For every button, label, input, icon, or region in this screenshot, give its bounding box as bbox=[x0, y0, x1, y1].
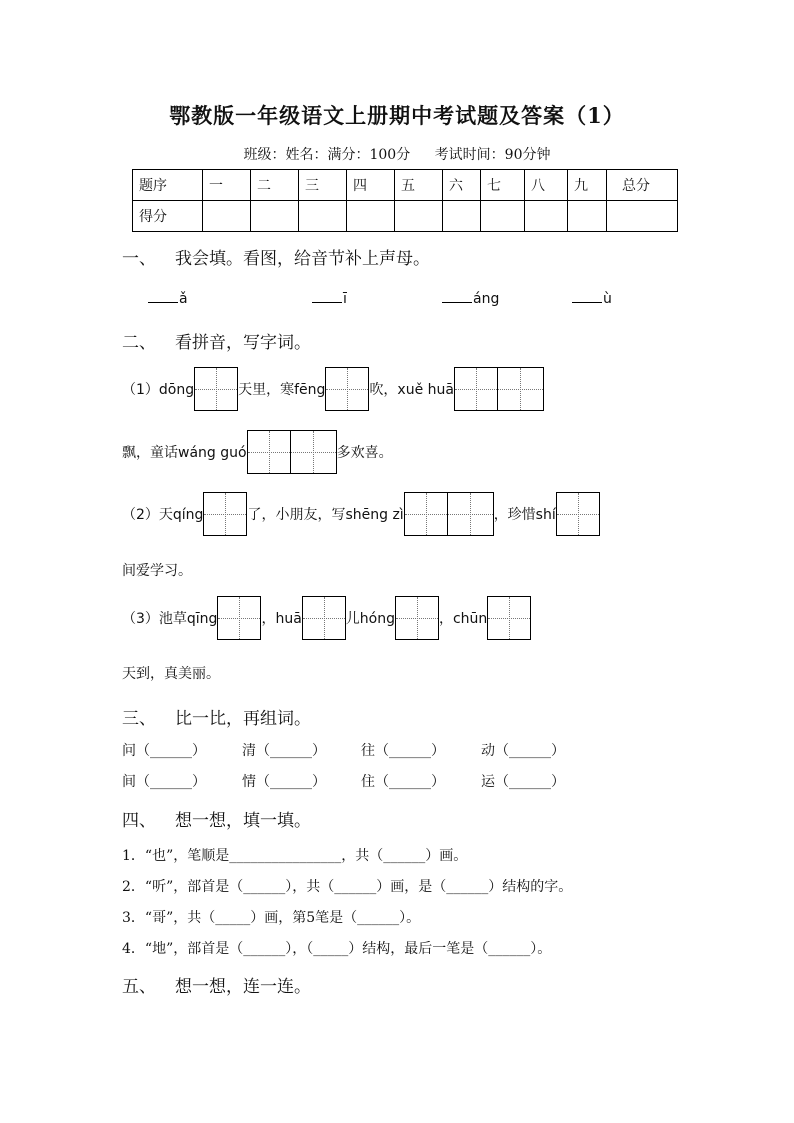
compare-item: 问（______） bbox=[122, 743, 206, 759]
header-cell: 六 bbox=[443, 170, 481, 201]
question-text: （2）天qíng bbox=[122, 507, 204, 523]
tianzige-boxes[interactable] bbox=[302, 596, 346, 640]
tianzige-box[interactable] bbox=[448, 492, 494, 536]
fill-question-4: 4．“地”，部首是（______），（_____）结构，最后一笔是（______）。 bbox=[122, 941, 552, 957]
question-text: ，huā bbox=[261, 611, 302, 627]
tianzige-boxes[interactable] bbox=[404, 492, 494, 536]
pinyin-final: ù bbox=[603, 291, 612, 307]
header-cell: 七 bbox=[481, 170, 525, 201]
pinyin-final: ī bbox=[343, 291, 347, 307]
tianzige-boxes[interactable] bbox=[325, 367, 369, 411]
question-2-1-line-2 bbox=[122, 430, 393, 474]
answer-blank[interactable] bbox=[148, 288, 178, 303]
compare-item: 动（______） bbox=[481, 743, 565, 759]
section-4-heading bbox=[122, 806, 311, 831]
header-cell: 一 bbox=[203, 170, 251, 201]
section-title: 比一比，再组词。 bbox=[175, 709, 311, 729]
score-table bbox=[132, 169, 678, 232]
tianzige-box[interactable] bbox=[302, 596, 346, 640]
answer-blank[interactable] bbox=[312, 288, 342, 303]
answer-blank[interactable] bbox=[572, 288, 602, 303]
score-table-header-row bbox=[133, 170, 678, 201]
tianzige-box[interactable] bbox=[454, 367, 498, 411]
score-cell[interactable] bbox=[481, 201, 525, 232]
tianzige-box[interactable] bbox=[203, 492, 247, 536]
tianzige-box[interactable] bbox=[395, 596, 439, 640]
score-cell[interactable] bbox=[568, 201, 607, 232]
header-cell: 题序 bbox=[133, 170, 203, 201]
pinyin-final: áng bbox=[473, 291, 500, 307]
tianzige-box[interactable] bbox=[217, 596, 261, 640]
header-cell: 五 bbox=[395, 170, 443, 201]
tianzige-box[interactable] bbox=[291, 430, 337, 474]
question-2-3-line-1 bbox=[122, 596, 531, 640]
answer-blank[interactable] bbox=[442, 288, 472, 303]
compare-item: 间（______） bbox=[122, 774, 206, 790]
tianzige-boxes[interactable] bbox=[217, 596, 261, 640]
pinyin-item-1 bbox=[148, 288, 188, 307]
pinyin-item-3 bbox=[442, 288, 499, 307]
compare-item: 住（______） bbox=[361, 774, 445, 790]
tianzige-box[interactable] bbox=[487, 596, 531, 640]
score-cell[interactable] bbox=[607, 201, 678, 232]
section-1-heading bbox=[122, 244, 430, 269]
section-5-heading bbox=[122, 972, 311, 997]
tianzige-box[interactable] bbox=[404, 492, 448, 536]
question-2-2-line-1 bbox=[122, 492, 600, 536]
question-text: ，chūn bbox=[438, 611, 488, 627]
compare-item: 运（______） bbox=[481, 774, 565, 790]
question-text: 飘，童话wáng guó bbox=[122, 445, 247, 461]
fill-question-1: 1．“也”，笔顺是________________，共（______）画。 bbox=[122, 848, 468, 864]
score-table-score-row bbox=[133, 201, 678, 232]
tianzige-box[interactable] bbox=[247, 430, 291, 474]
tianzige-boxes[interactable] bbox=[487, 596, 531, 640]
score-cell[interactable] bbox=[347, 201, 395, 232]
compare-item: 清（______） bbox=[242, 743, 326, 759]
question-2-3-line-2: 天到，真美丽。 bbox=[122, 666, 220, 682]
score-cell[interactable] bbox=[525, 201, 568, 232]
tianzige-boxes[interactable] bbox=[395, 596, 439, 640]
tianzige-box[interactable] bbox=[498, 367, 544, 411]
score-cell[interactable] bbox=[299, 201, 347, 232]
exam-info bbox=[0, 144, 794, 164]
question-2-2-line-2: 间爱学习。 bbox=[122, 563, 192, 579]
page-title: 鄂教版一年级语文上册期中考试题及答案（1） bbox=[169, 103, 625, 128]
section-title: 想一想，填一填。 bbox=[175, 811, 311, 831]
compare-item: 往（______） bbox=[361, 743, 445, 759]
header-cell: 三 bbox=[299, 170, 347, 201]
header-cell: 八 bbox=[525, 170, 568, 201]
pinyin-final: ǎ bbox=[179, 291, 188, 307]
tianzige-box[interactable] bbox=[194, 367, 238, 411]
section-2-heading bbox=[122, 328, 311, 353]
section-number: 三、 bbox=[122, 709, 156, 729]
exam-time-label: 考试时间：90分钟 bbox=[434, 147, 551, 163]
pinyin-item-2 bbox=[312, 288, 347, 307]
question-2-1-line-1 bbox=[122, 367, 544, 411]
compare-item: 情（______） bbox=[242, 774, 326, 790]
section-number: 五、 bbox=[122, 977, 156, 997]
section-number: 一、 bbox=[122, 249, 156, 269]
tianzige-boxes[interactable] bbox=[203, 492, 247, 536]
tianzige-box[interactable] bbox=[325, 367, 369, 411]
question-text: ，珍惜shí bbox=[493, 507, 556, 523]
fill-question-3: 3．“哥”，共（_____）画，第5笔是（______）。 bbox=[122, 910, 421, 926]
header-cell: 总分 bbox=[607, 170, 678, 201]
tianzige-boxes[interactable] bbox=[454, 367, 544, 411]
score-cell[interactable] bbox=[395, 201, 443, 232]
question-text: 儿hóng bbox=[345, 611, 395, 627]
section-number: 二、 bbox=[122, 333, 156, 353]
question-text: （1）dōng bbox=[122, 382, 195, 398]
pinyin-item-4 bbox=[572, 288, 612, 307]
section-title: 想一想，连一连。 bbox=[175, 977, 311, 997]
fill-question-2: 2．“听”，部首是（______），共（______）画，是（______）结构的字。 bbox=[122, 879, 573, 895]
header-cell: 二 bbox=[251, 170, 299, 201]
class-name-score-label: 班级：姓名：满分：100分 bbox=[243, 147, 411, 163]
question-text: 天里，寒fēng bbox=[238, 382, 326, 398]
score-cell[interactable] bbox=[443, 201, 481, 232]
tianzige-box[interactable] bbox=[556, 492, 600, 536]
tianzige-boxes[interactable] bbox=[556, 492, 600, 536]
question-text: （3）池草qīng bbox=[122, 611, 218, 627]
tianzige-boxes[interactable] bbox=[247, 430, 337, 474]
score-cell[interactable] bbox=[251, 201, 299, 232]
question-text: 多欢喜。 bbox=[336, 445, 393, 461]
header-cell: 四 bbox=[347, 170, 395, 201]
tianzige-boxes[interactable] bbox=[194, 367, 238, 411]
score-cell[interactable] bbox=[203, 201, 251, 232]
question-text: 了，小朋友，写shēng zì bbox=[247, 507, 404, 523]
question-text: 吹，xuě huā bbox=[369, 382, 454, 398]
section-3-heading bbox=[122, 704, 311, 729]
section-number: 四、 bbox=[122, 811, 156, 831]
row-label: 得分 bbox=[133, 201, 203, 232]
section-title: 我会填。看图，给音节补上声母。 bbox=[175, 249, 430, 269]
section-title: 看拼音，写字词。 bbox=[175, 333, 311, 353]
header-cell: 九 bbox=[568, 170, 607, 201]
